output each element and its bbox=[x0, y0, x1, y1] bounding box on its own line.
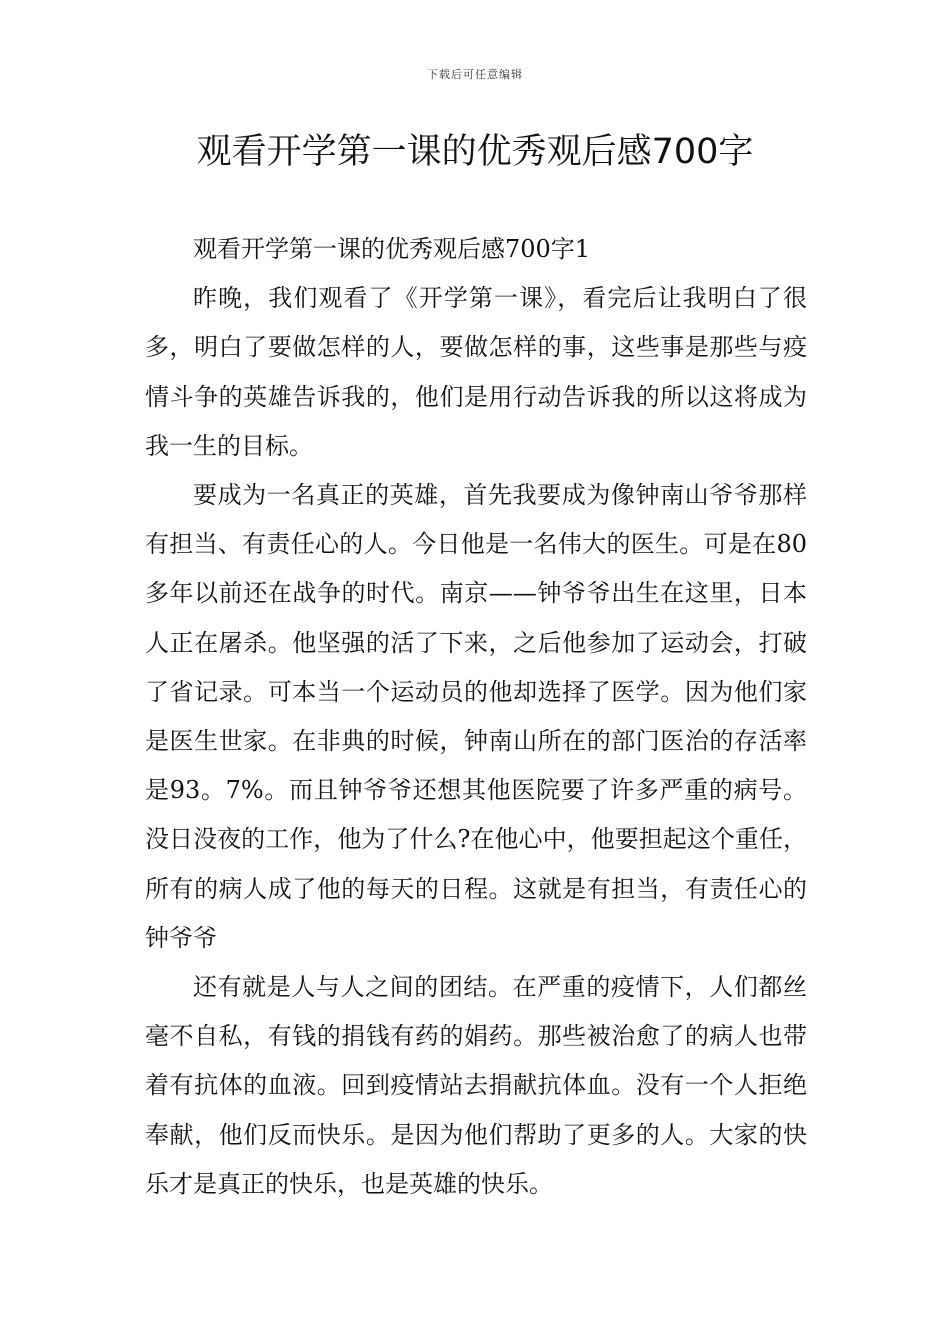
body-paragraph-1: 昨晚，我们观看了《开学第一课》，看完后让我明白了很多，明白了要做怎样的人，要做怎样的事，这些事是那些与疫情斗争的英雄告诉我的，他们是用行动告诉我的所以这将成为我一生的目标。 bbox=[145, 284, 807, 460]
header-note: 下载后可任意编辑 bbox=[427, 68, 523, 81]
body-paragraph-2: 要成为一名真正的英雄，首先我要成为像钟南山爷爷那样有担当、有责任心的人。今日他是一名伟大的医生。可是在80多年以前还在战争的时代。南京——钟爷爷出生在这里，日本人正在屠杀。他坚强的活了下来，之后他参加了运动会，打破了省记录。可本当一个运动员的他却选择了医学。因为他们家是医生世家。在非典的时候，钟南山所在的部门医治的存活率是93。7%。而且钟爷爷还想其他医院要了许多严重的病号。没日没夜的工作，他为了什么?在他心中，他要担起这个重任，所有的病人成了他的每天的日程。这就是有担当，有责任心的钟爷爷 bbox=[145, 481, 807, 952]
document-body bbox=[145, 225, 807, 1209]
document-title: 观看开学第一课的优秀观后感700字 bbox=[196, 132, 754, 172]
subtitle-paragraph: 观看开学第一课的优秀观后感700字1 bbox=[193, 235, 591, 263]
body-paragraph-3: 还有就是人与人之间的团结。在严重的疫情下，人们都丝毫不自私，有钱的捐钱有药的娟药。那些被治愈了的病人也带着有抗体的血液。回到疫情站去捐献抗体血。没有一个人拒绝奉献，他们反而快乐。是因为他们帮助了更多的人。大家的快乐才是真正的快乐，也是英雄的快乐。 bbox=[145, 973, 807, 1198]
